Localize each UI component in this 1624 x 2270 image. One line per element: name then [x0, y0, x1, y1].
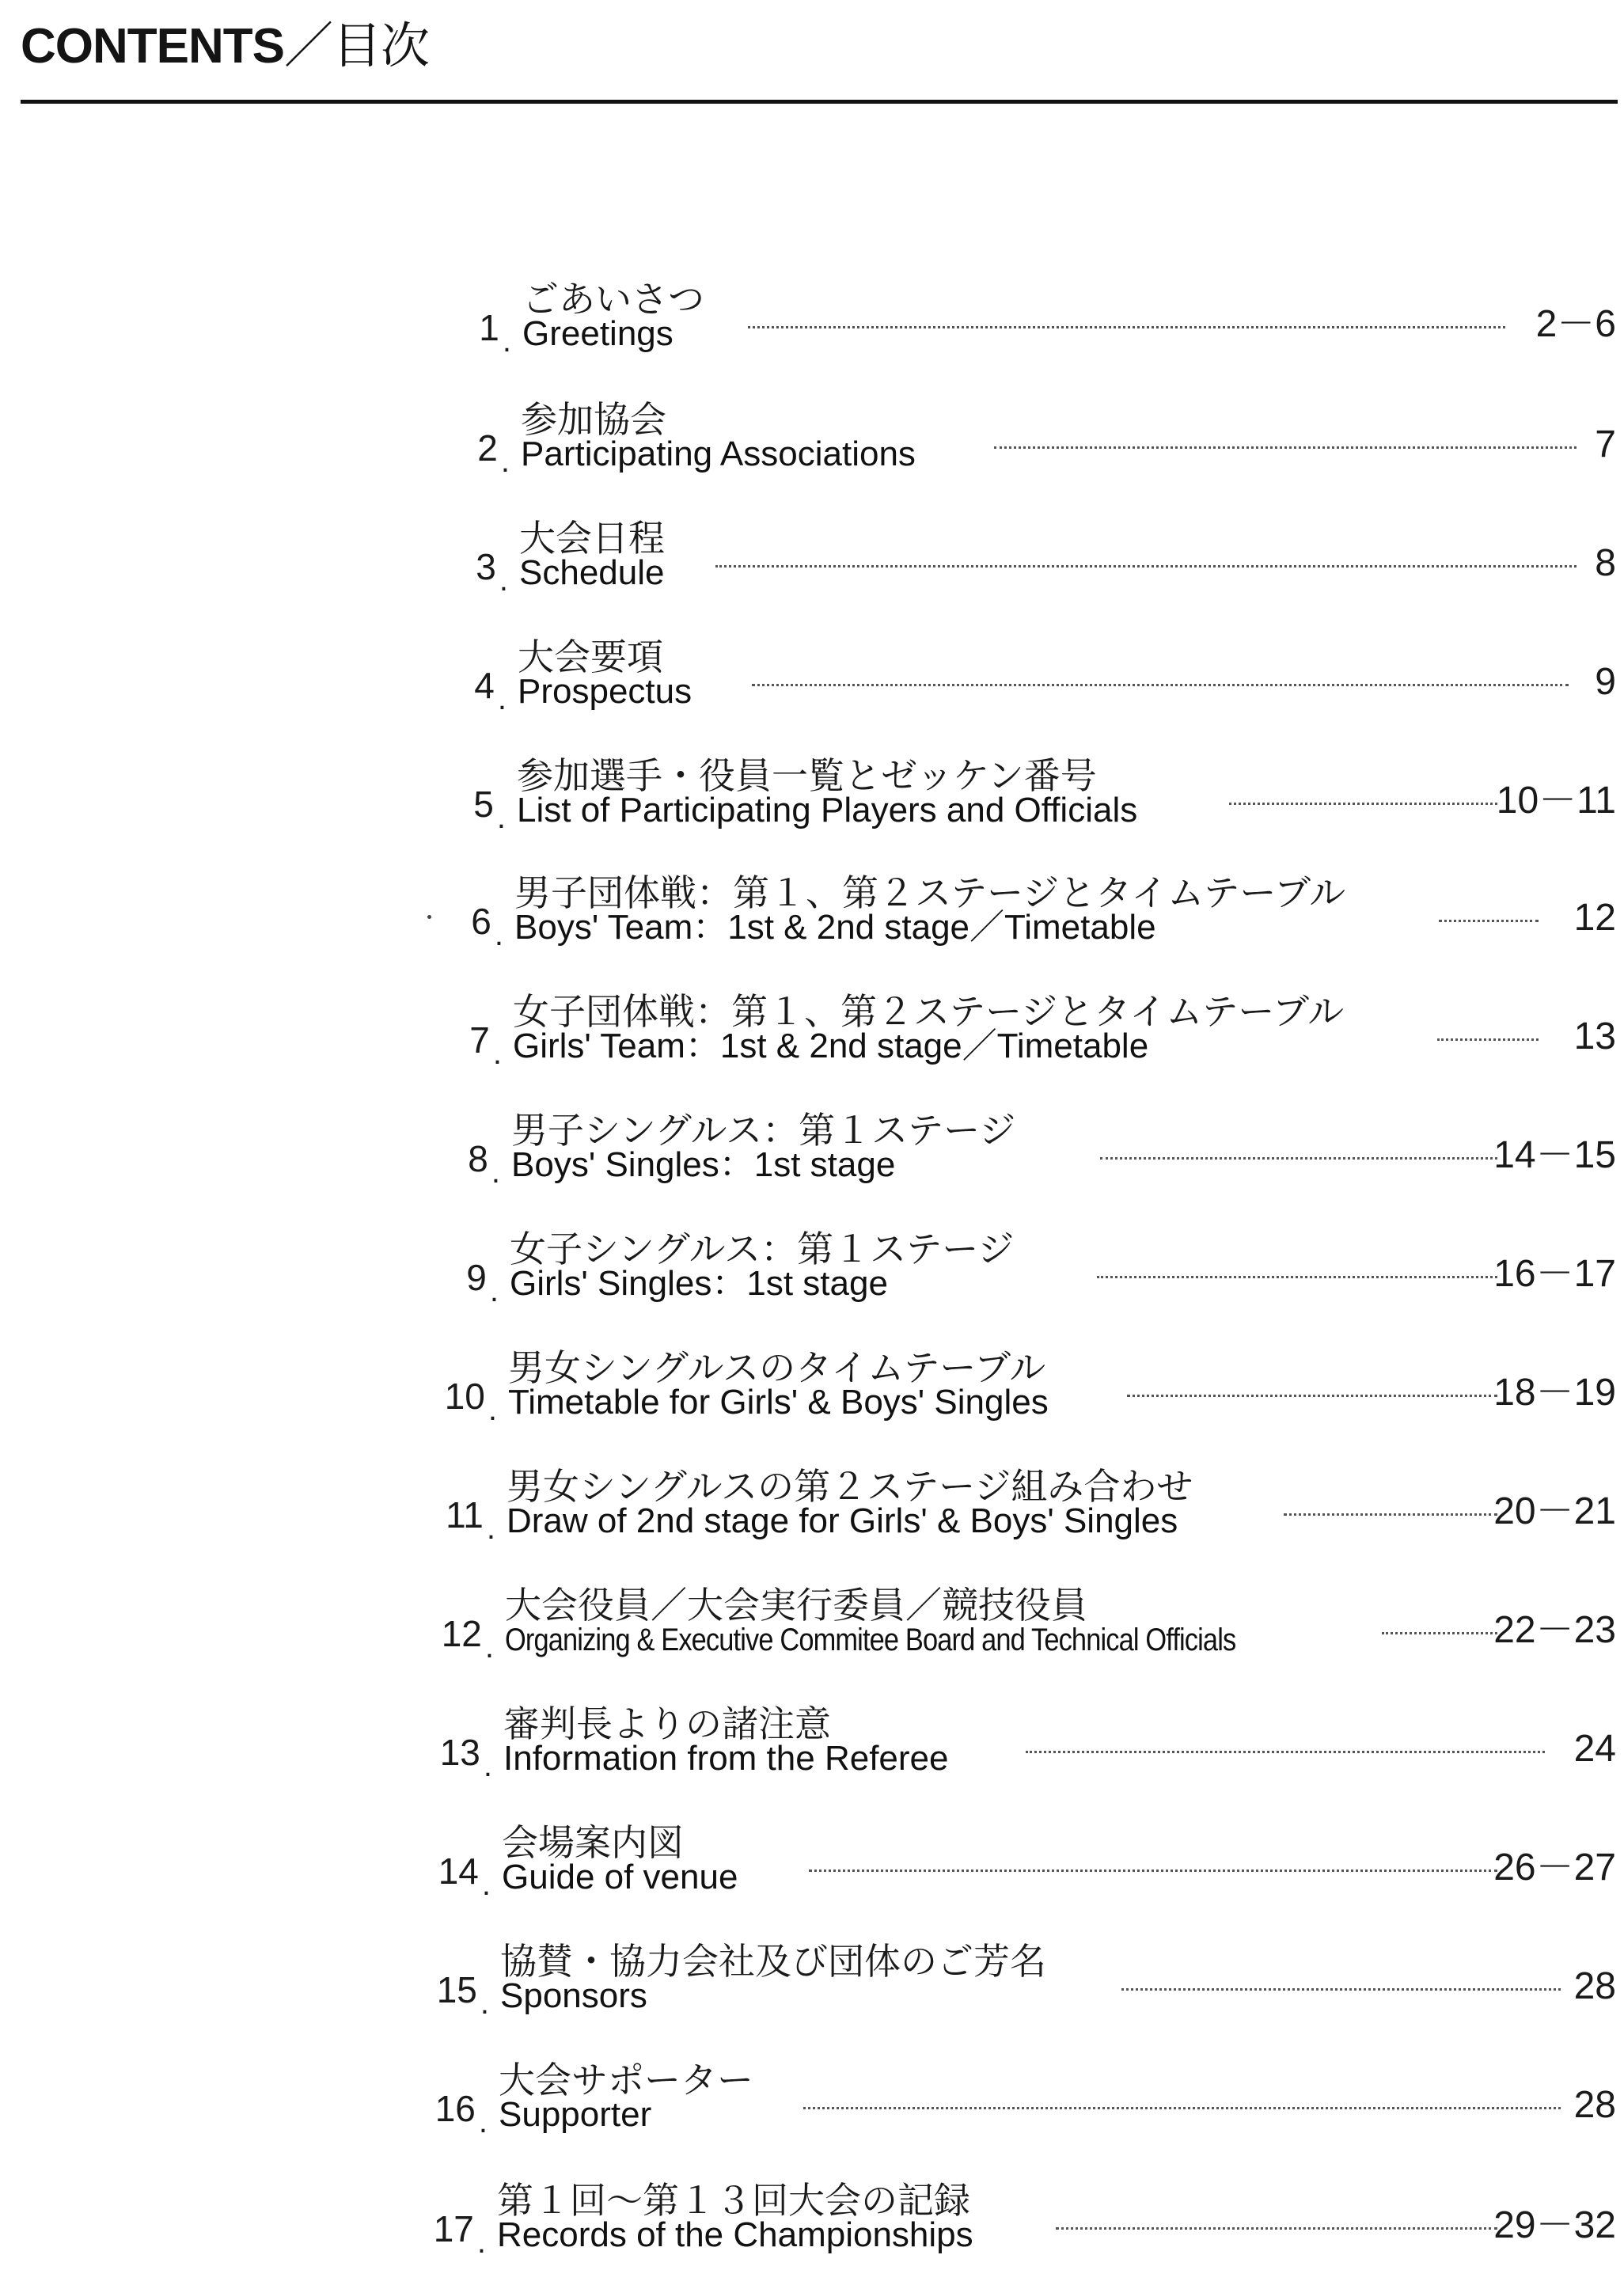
page-title-japanese: 目次: [332, 17, 430, 74]
entry-title-english: Records of the Championships: [497, 2215, 973, 2254]
entry-title-japanese: 参加協会: [521, 398, 666, 441]
entry-title-japanese: 大会サポーター: [499, 2059, 753, 2101]
entry-title-japanese: 審判長よりの諸注意: [503, 1702, 831, 1745]
leader-dots: [1284, 1513, 1497, 1516]
entry-page-range: 8: [1595, 542, 1616, 584]
entry-number: 14 .: [438, 1851, 491, 1902]
entry-title-japanese: 男女シングルスのタイムテーブル: [508, 1346, 1046, 1389]
entry-number: 7 .: [469, 1019, 502, 1071]
entry-title-english: Girls' Singles：1st stage: [510, 1264, 888, 1303]
toc-entry[interactable]: [471, 871, 1616, 958]
toc-entry[interactable]: [439, 1702, 1616, 1789]
entry-page-range: 26－27: [1493, 1847, 1616, 1889]
entry-number: 2 .: [477, 427, 510, 479]
entry-title-english: Schedule: [519, 553, 665, 592]
toc-entry[interactable]: [433, 2178, 1616, 2265]
entry-number: 13 .: [439, 1732, 492, 1783]
entry-page-range: 14－15: [1493, 1134, 1616, 1176]
toc-entry[interactable]: [469, 989, 1616, 1076]
entry-number: 11 .: [446, 1494, 495, 1546]
entry-number: 1 .: [479, 307, 511, 359]
leader-dots: [715, 565, 1577, 568]
entry-title-english: Boys' Singles：1st stage: [511, 1145, 896, 1184]
entry-title-english: Guide of venue: [502, 1858, 738, 1896]
entry-number: 15 .: [436, 1969, 489, 2021]
page-title-english: CONTENTS: [21, 19, 284, 74]
entry-title-japanese: 大会日程: [519, 517, 665, 560]
entry-number: 16 .: [434, 2088, 488, 2139]
entry-number: 4 .: [474, 665, 507, 716]
entry-title-english: Supporter: [499, 2095, 652, 2134]
entry-page-range: 9: [1595, 661, 1616, 703]
leader-dots: [1026, 1751, 1545, 1753]
entry-page-range: 12: [1573, 897, 1616, 939]
entry-number: 6 .: [471, 901, 503, 952]
leader-dots: [1097, 1276, 1497, 1278]
entry-title-japanese: 男子シングルス：第１ステージ: [511, 1109, 1016, 1152]
entry-title-japanese: 大会役員／大会実行委員／競技役員: [505, 1584, 1087, 1627]
leader-dots: [994, 446, 1577, 449]
entry-title-english: Information from the Referee: [503, 1739, 949, 1778]
toc-entry[interactable]: [434, 2058, 1616, 2145]
leader-dots: [1121, 1988, 1561, 1991]
entry-page-range: 28: [1573, 1965, 1616, 2007]
entry-page-range: 16－17: [1493, 1253, 1616, 1295]
leader-dots: [1439, 920, 1539, 922]
entry-title-japanese: 参加選手・役員一覧とゼッケン番号: [517, 754, 1097, 797]
entry-number: 5 .: [473, 784, 506, 835]
leader-dots: [803, 2107, 1561, 2109]
entry-title-english: Boys' Team：1st & 2nd stage／Timetable: [514, 908, 1156, 947]
entry-page-range: 29－32: [1493, 2204, 1616, 2246]
toc-entry[interactable]: [477, 397, 1616, 484]
toc-entry[interactable]: [474, 635, 1616, 722]
leader-dots: [1127, 1395, 1497, 1397]
entry-title-english: Girls' Team：1st & 2nd stage／Timetable: [513, 1027, 1149, 1065]
entry-title-japanese: 会場案内図: [502, 1821, 684, 1864]
leader-dots: [809, 1870, 1497, 1872]
entry-title-japanese: 男子団体戦：第１、第２ステージとタイムテーブル: [514, 871, 1346, 914]
entry-number: 10 .: [444, 1376, 497, 1427]
entry-title-english: List of Participating Players and Officials: [517, 791, 1138, 829]
entry-title-english: Organizing & Executive Commitee Board and Technical Officials: [505, 1623, 1236, 1657]
toc-entry[interactable]: [468, 1108, 1616, 1195]
entry-title-japanese: ごあいさつ: [522, 278, 704, 321]
entry-number: 17 .: [433, 2208, 486, 2260]
toc-entry[interactable]: [476, 516, 1616, 603]
entry-page-range: 10－11: [1496, 780, 1616, 822]
leader-dots: [1229, 803, 1497, 805]
entry-title-english: Timetable for Girls' & Boys' Singles: [508, 1383, 1049, 1422]
entry-title-english: Participating Associations: [521, 435, 916, 473]
entry-page-range: 22－23: [1493, 1609, 1616, 1651]
toc-entry[interactable]: [446, 1464, 1616, 1551]
entry-title-japanese: 女子シングルス：第１ステージ: [510, 1228, 1015, 1270]
entry-page-range: 28: [1573, 2084, 1616, 2126]
entry-number: 8 .: [468, 1138, 500, 1190]
leader-dots: [1437, 1038, 1539, 1041]
entry-page-range: 20－21: [1493, 1490, 1616, 1532]
entry-title-japanese: 女子団体戦：第１、第２ステージとタイムテーブル: [513, 990, 1345, 1033]
page-title-separator: ／: [284, 17, 333, 74]
toc-entry[interactable]: [438, 1820, 1616, 1907]
scan-speck: [427, 915, 431, 919]
entry-title-english: Prospectus: [518, 672, 692, 711]
entry-title-english: Sponsors: [500, 1976, 647, 2015]
entry-title-japanese: 大会要項: [518, 636, 663, 678]
entry-page-range: 18－19: [1493, 1372, 1616, 1414]
toc-entry[interactable]: [436, 1939, 1616, 2026]
entry-title-english: Draw of 2nd stage for Girls' & Boys' Singles: [507, 1501, 1178, 1540]
leader-dots: [752, 684, 1569, 686]
entry-title-japanese: 協賛・協力会社及び団体のご芳名: [500, 1940, 1046, 1983]
entry-number: 12 .: [441, 1613, 494, 1665]
toc-entry[interactable]: [473, 754, 1616, 841]
leader-dots: [1056, 2227, 1497, 2230]
entry-page-range: 2－6: [1535, 303, 1616, 345]
toc-entry[interactable]: [441, 1583, 1616, 1670]
entry-page-range: 7: [1595, 423, 1616, 465]
leader-dots: [1382, 1632, 1497, 1634]
toc-entry[interactable]: [479, 277, 1616, 364]
entry-title-japanese: 男女シングルスの第２ステージ組み合わせ: [507, 1465, 1193, 1508]
leader-dots: [748, 326, 1505, 328]
entry-page-range: 13: [1573, 1015, 1616, 1057]
entry-title-english: Greetings: [522, 314, 674, 353]
entry-number: 9 .: [466, 1257, 499, 1308]
leader-dots: [1100, 1157, 1497, 1160]
toc-entry[interactable]: [444, 1346, 1616, 1433]
entry-number: 3 .: [476, 546, 508, 598]
entry-page-range: 24: [1573, 1728, 1616, 1770]
entry-title-japanese: 第１回～第１３回大会の記録: [497, 2179, 970, 2222]
toc-entry[interactable]: [466, 1227, 1616, 1314]
